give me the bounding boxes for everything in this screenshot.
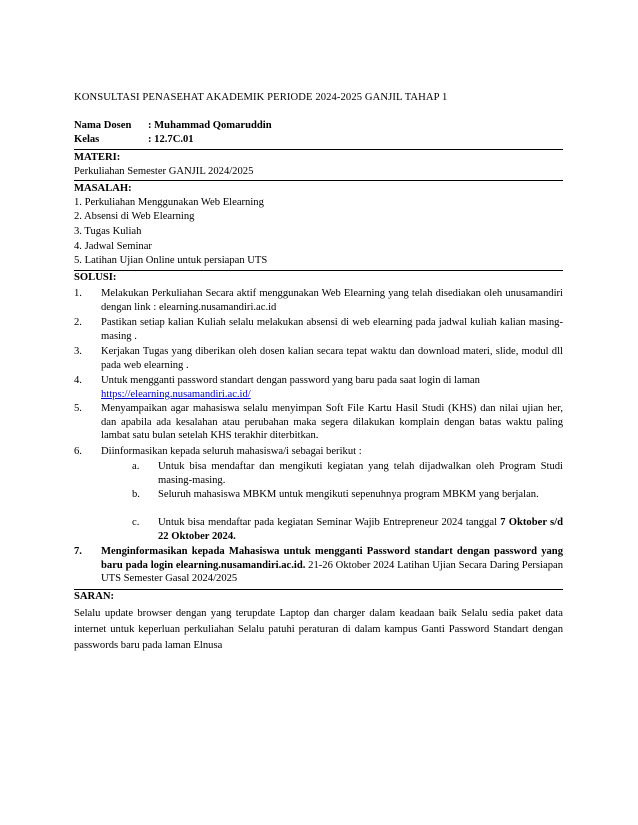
saran-heading: SARAN: [74,591,115,602]
subitem-c-text: Untuk bisa mendaftar pada kegiatan Seminar Wajib Entrepreneur 2024 tanggal [158,517,498,528]
divider [74,270,563,271]
subitem-c-date: 7 Oktober s/d 22 Oktober 2024. [158,517,563,542]
divider [74,149,563,150]
masalah-item: 5. Latihan Ujian Online untuk persiapan UTS [74,255,268,266]
elearning-link[interactable]: https://elearning.nusamandiri.ac.id/ [101,388,251,400]
solusi-7-bold: Menginformasikan kepada Mahasiswa untuk mengganti Password standart dengan password yang baru pada login elearning.nusamandiri.ac.id. [101,546,563,571]
subitem-letter: a. [132,461,140,472]
solusi-text: Kerjakan Tugas yang diberikan oleh dosen kalian secara tepat waktu dan download materi, slide, modul dll pada web elearning . [101,346,563,371]
solusi-text [101,545,563,586]
document-title: KONSULTASI PENASEHAT AKADEMIK PERIODE 2024-2025 GANJIL TAHAP 1 [74,92,448,103]
subitem-text [158,516,563,543]
kelas-value: : 12.7C.01 [148,134,194,145]
masalah-item: 4. Jadwal Seminar [74,241,152,252]
dosen-value: : Muhammad Qomaruddin [148,120,272,131]
solusi-text: Melakukan Perkuliahan Secara aktif menggunakan Web Elearning yang telah disediakan oleh unusamandiri dengan link : elearning.nusamandiri.ac.id [101,288,563,313]
solusi-heading: SOLUSI: [74,272,117,283]
masalah-item: 3. Tugas Kuliah [74,226,142,237]
solusi-number: 5. [74,403,82,414]
solusi-4-text: Untuk mengganti password standart dengan password yang baru pada saat login di laman [101,375,480,386]
solusi-text: Pastikan setiap kalian Kuliah selalu melakukan absensi di web elearning pada jadwal kuliah kalian masing-masing . [101,317,563,342]
solusi-7-text: 21-26 Oktober 2024 Latihan Ujian Secara Daring Persiapan UTS Semester Gasal 2024/2025 [101,559,563,585]
subitem-text: Untuk bisa mendaftar dan mengikuti kegiatan yang telah dijadwalkan oleh Program Studi masing-masing. [158,461,563,486]
masalah-item: 2. Absensi di Web Elearning [74,211,195,222]
solusi-text: Menyampaikan agar mahasiswa selalu menyimpan Soft File Kartu Hasil Studi (KHS) dan nilai ujian her, dan apabila ada kesalahan atau perubahan maka segera dilakukan komplain dengan batas waktu paling lambat satu bulan setelah KHS terakhir diterbitkan. [101,403,563,442]
solusi-text: Diinformasikan kepada seluruh mahasiswa/i sebagai berikut : [101,446,362,457]
solusi-number: 4. [74,375,82,386]
solusi-number: 6. [74,446,82,457]
saran-text: Selalu update browser dengan yang terupdate Laptop dan charger dalam keadaan baik Selalu sedia paket data internet untuk keperluan perkuliahan Selalu patuhi peraturan di dalam kampus Ganti Password Standart dengan passwords baru pada laman Elnusa [74,608,563,652]
kelas-row [74,134,194,145]
masalah-heading: MASALAH: [74,183,132,194]
solusi-number: 3. [74,346,82,357]
solusi-number: 1. [74,288,82,299]
subitem-letter: c. [132,517,140,528]
dosen-row [74,120,272,131]
solusi-number: 7. [74,546,82,557]
masalah-item: 1. Perkuliahan Menggunakan Web Elearning [74,197,264,208]
materi-text: Perkuliahan Semester GANJIL 2024/2025 [74,166,254,177]
subitem-text: Seluruh mahasiswa MBKM untuk mengikuti sepenuhnya program MBKM yang berjalan. [158,489,539,500]
dosen-label: Nama Dosen [74,120,132,131]
solusi-text [101,374,563,401]
divider [74,180,563,181]
kelas-label: Kelas [74,134,100,145]
subitem-letter: b. [132,489,140,500]
divider [74,589,563,590]
materi-heading: MATERI: [74,152,121,163]
solusi-number: 2. [74,317,82,328]
